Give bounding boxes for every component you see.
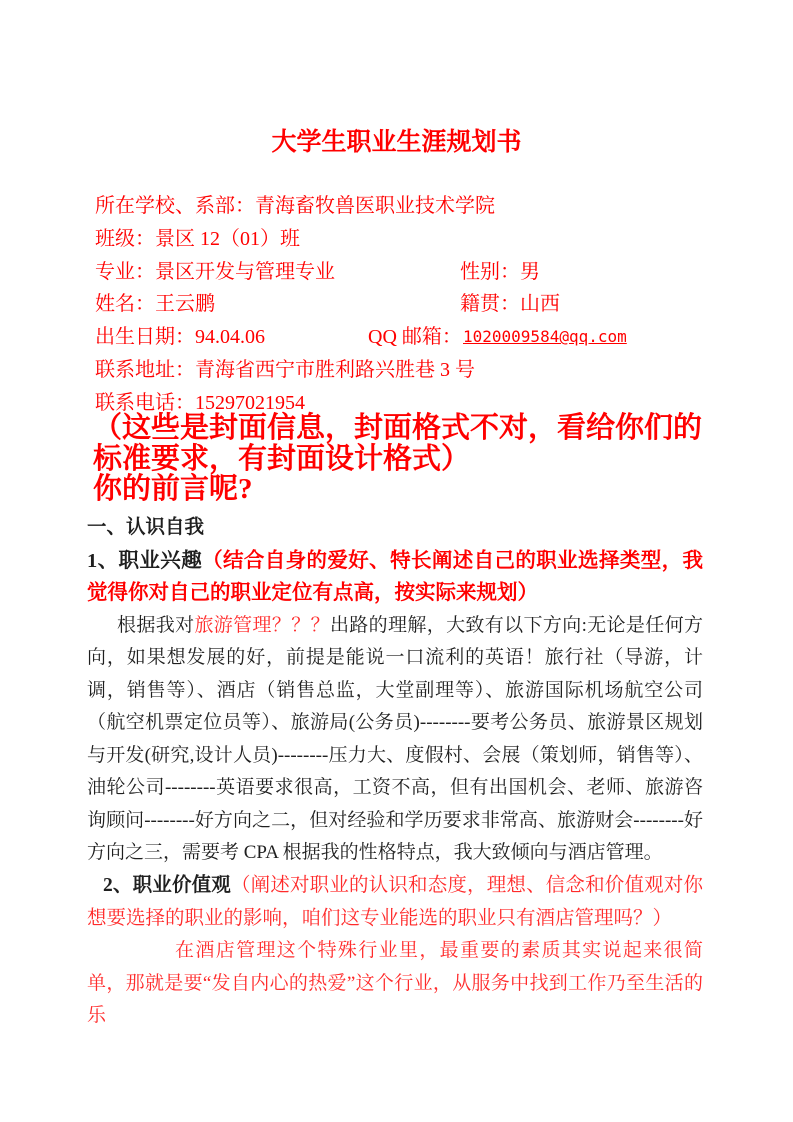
qq-email-link[interactable]: 1020009584@qq.com [463,327,627,347]
info-row-major-gender [95,256,707,289]
career-interest-paragraph [87,610,703,870]
major-value: 景区开发与管理专业 [155,260,335,283]
info-row-class [95,223,707,256]
origin-field [460,288,560,321]
comment-preface-question: 你的前言呢? [93,473,253,505]
name-label: 姓名： [95,293,155,316]
career-values-paragraph: 在酒店管理这个特殊行业里，最重要的素质其实说起来很简单，那就是要“发自内心的热爱”这个行业，从服务中找到工作乃至生活的乐 [87,940,703,1027]
major-label: 专业： [95,260,155,283]
document-body [87,512,703,1033]
subsection-2-number: 2、职业价值观 [103,875,231,897]
paragraph-text: 根据我对 [117,614,195,636]
subsection-career-interest-heading [87,545,703,610]
paragraph-text: 出路的理解，大致有以下方向:无论是任何方向，如果想发展的好，前提是能说一口流利的英语！旅行社（导游，计调，销售等）、酒店（销售总监，大堂副理等）、旅游国际机场航空公司（航空机票定位员等）、旅游局(公务员)--------要考公务员、旅游景区规划与开发(研究,设计人员)--------压力大、度假村、会展（策划师，销售等）、油轮公司--------英语要求很高，工资不高，但有出国机会、老师、旅游咨询顾问--------好方向之二，但对经验和学历要求非常高、旅游财会--------好方向之三，需要考 CPA 根据我的性格特点，我大致倾向与酒店管理。 [87,614,703,864]
section-1-heading: 一、认识自我 [87,517,205,538]
class-label: 班级： [95,227,155,250]
gender-field [460,256,540,289]
subsection-2-reviewer-note: （阐述对职业的认识和态度，理想、信念和价值观对你想要选择的职业的影响，咱们这专业能选的职业只有酒店管理吗？） [87,875,703,929]
phone-label: 联系电话： [95,391,195,414]
subsection-career-values-heading [87,870,703,935]
tourism-management-highlight: 旅游管理？？？ [194,614,330,636]
phone-value: 15297021954 [195,391,305,414]
subsection-1-number: 1、职业兴趣 [87,549,203,572]
school-value: 青海畜牧兽医职业技术学院 [255,195,495,217]
info-row-address [95,354,707,387]
birth-label: 出生日期： [95,326,195,349]
comment-cover-note: （这些是封面信息，封面格式不对，看给你们的标准要求，有封面设计格式） [93,412,703,475]
qq-mail-label: QQ 邮箱： [368,326,462,349]
address-value: 青海省西宁市胜利路兴胜巷 3 号 [195,358,475,381]
info-row-birth-qq [95,321,707,354]
info-row-name-origin [95,288,707,321]
gender-label: 性别： [460,260,520,283]
origin-label: 籍贯： [460,293,520,316]
gender-value: 男 [520,260,540,283]
address-label: 联系地址： [95,358,195,381]
subsection-1-reviewer-note: （结合自身的爱好、特长阐述自己的职业选择类型，我觉得你对自己的职业定位有点高，按实际来规划） [87,549,703,605]
class-value: 景区 12（01）班 [155,227,300,250]
name-value: 王云鹏 [155,293,215,316]
reviewer-comment-block [93,413,711,505]
document-title: 大学生职业生涯规划书 [271,129,522,156]
school-label: 所在学校、系部： [95,195,255,217]
origin-value: 山西 [520,293,560,316]
info-row-school [95,190,707,223]
cover-info-block [95,190,707,420]
birth-value: 94.04.06 [195,326,265,349]
